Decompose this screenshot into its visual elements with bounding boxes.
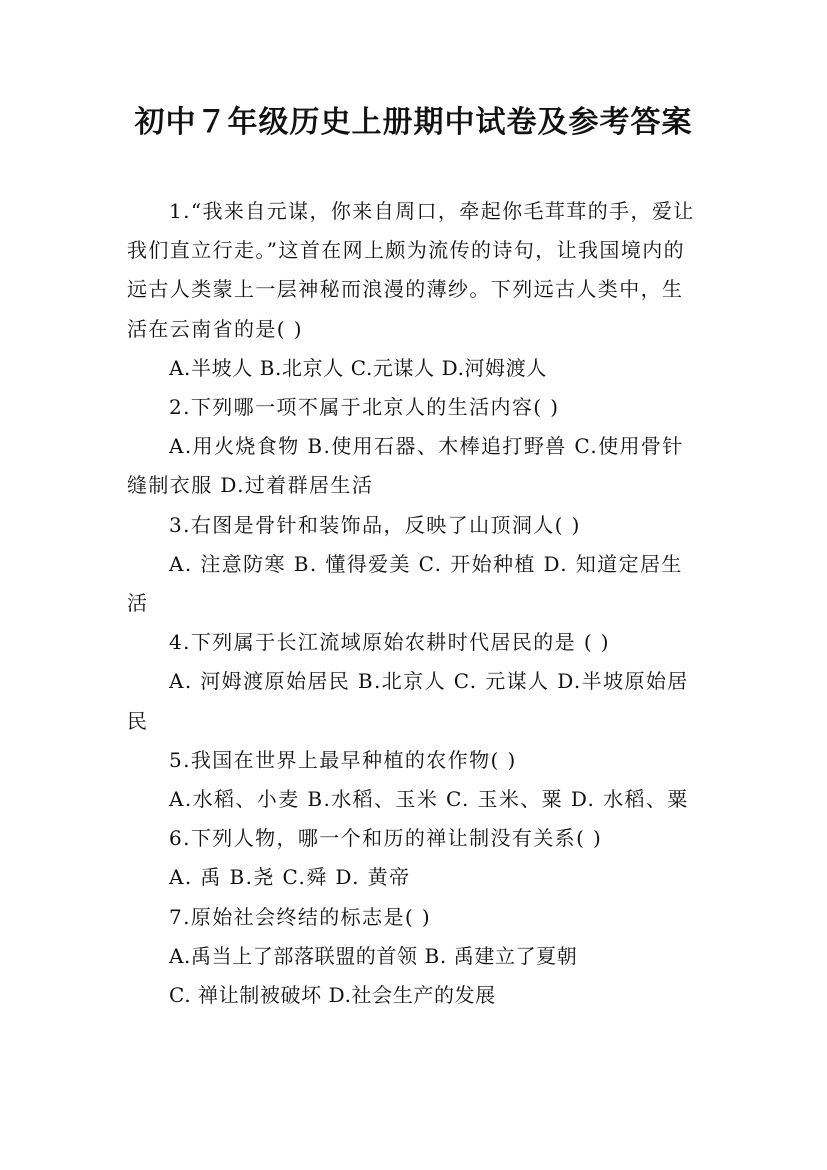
question-7-options-line-2: C. 禅让制被破坏 D.社会生产的发展 [169, 983, 496, 1008]
question-4-options: A. 河姆渡原始居民 B.北京人 C. 元谋人 D.半坡原始居民 [127, 669, 689, 733]
question-2-stem: 2.下列哪一项不属于北京人的生活内容( ) [169, 395, 560, 420]
question-2-options: A.用火烧食物 B.使用石器、木棒追打野兽 C.使用骨针缝制衣服 D.过着群居生活 [127, 434, 684, 498]
question-7-options-line-1: A.禹当上了部落联盟的首领 B. 禹建立了夏朝 [169, 943, 578, 968]
question-1-options: A.半坡人 B.北京人 C.元谋人 D.河姆渡人 [169, 355, 547, 380]
question-1-stem: 1.“我来自元谋，你来自周口，牵起你毛茸茸的手，爱让我们直立行走。”这首在网上颇为流传的诗句，让我国境内的远古人类蒙上一层神秘而浪漫的薄纱。下列远古人类中，生活在云南省的是( ) [127, 199, 695, 341]
question-4-stem: 4.下列属于长江流域原始农耕时代居民的是 ( ) [169, 630, 611, 655]
question-3-options: A. 注意防寒 B. 懂得爱美 C. 开始种植 D. 知道定居生活 [127, 551, 683, 616]
question-6-stem: 6.下列人物，哪一个和历的禅让制没有关系( ) [169, 826, 603, 851]
question-7-stem: 7.原始社会终结的标志是( ) [169, 904, 432, 929]
question-3-stem: 3.右图是骨针和装饰品，反映了山顶洞人( ) [169, 512, 581, 537]
document-body [127, 192, 703, 1015]
document-title: 初中７年级历史上册期中试卷及参考答案 [134, 105, 693, 140]
question-5-stem: 5.我国在世界上最早种植的农作物( ) [169, 747, 517, 772]
question-6-options: A. 禹 B.尧 C.舜 D. 黄帝 [169, 865, 411, 890]
question-5-options: A.水稻、小麦 B.水稻、玉米 C. 玉米、粟 D. 水稻、粟 [169, 787, 689, 812]
